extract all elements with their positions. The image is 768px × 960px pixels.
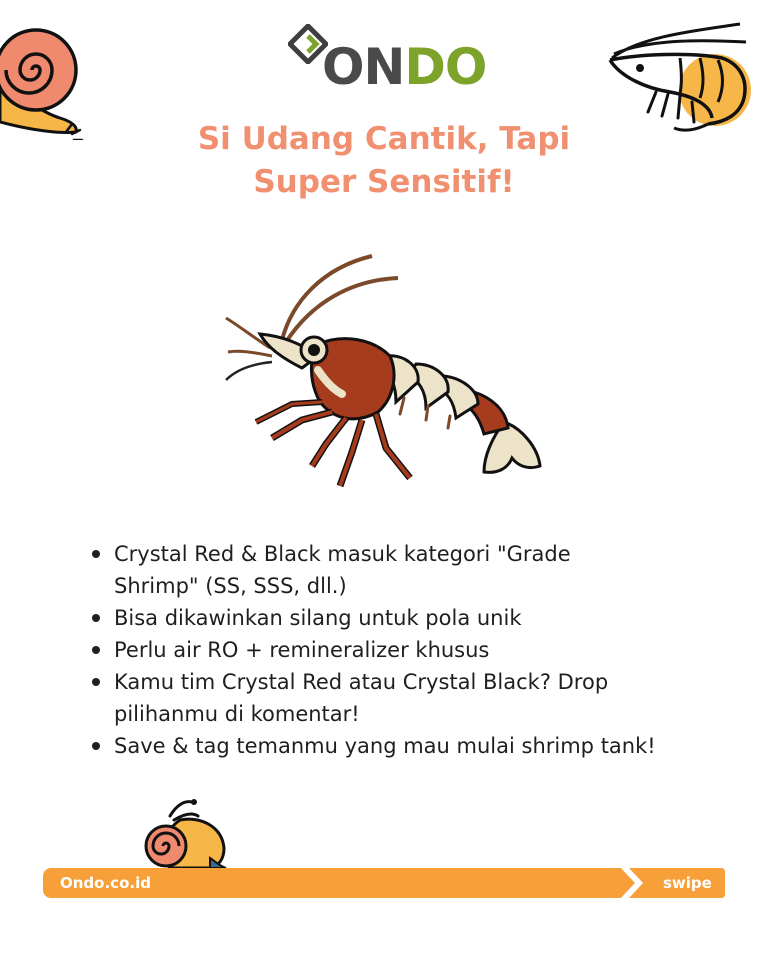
list-item-line: pilihanmu di komentar! — [114, 702, 360, 726]
bullet-list — [92, 538, 712, 762]
list-item-line: Kamu tim Crystal Red atau Crystal Black? Drop — [114, 670, 609, 694]
small-snail-icon — [140, 796, 232, 870]
brand-name-part1: ON — [322, 38, 405, 96]
list-item-line: Bisa dikawinkan silang untuk pola unik — [114, 606, 522, 630]
list-item-line: Save & tag temanmu yang mau mulai shrimp tank! — [114, 734, 656, 758]
list-item-line: Crystal Red & Black masuk kategori "Grade — [114, 542, 571, 566]
swipe-label[interactable]: swipe — [663, 874, 712, 892]
list-item — [92, 730, 712, 762]
crystal-red-shrimp-illustration — [222, 252, 552, 496]
brand-name-part2: DO — [404, 38, 487, 96]
headline-line-2: Super Sensitif! — [253, 164, 515, 200]
list-item — [92, 602, 712, 634]
headline — [0, 118, 768, 204]
brand-wordmark — [322, 32, 486, 102]
list-item — [92, 538, 712, 602]
list-item-line: Perlu air RO + remineralizer khusus — [114, 638, 490, 662]
footer-site-link[interactable]: Ondo.co.id — [60, 874, 151, 892]
headline-line-1: Si Udang Cantik, Tapi — [197, 121, 571, 157]
brand-logo — [288, 24, 488, 100]
list-item-line: Shrimp" (SS, SSS, dll.) — [114, 574, 347, 598]
list-item — [92, 634, 712, 666]
list-item — [92, 666, 712, 730]
